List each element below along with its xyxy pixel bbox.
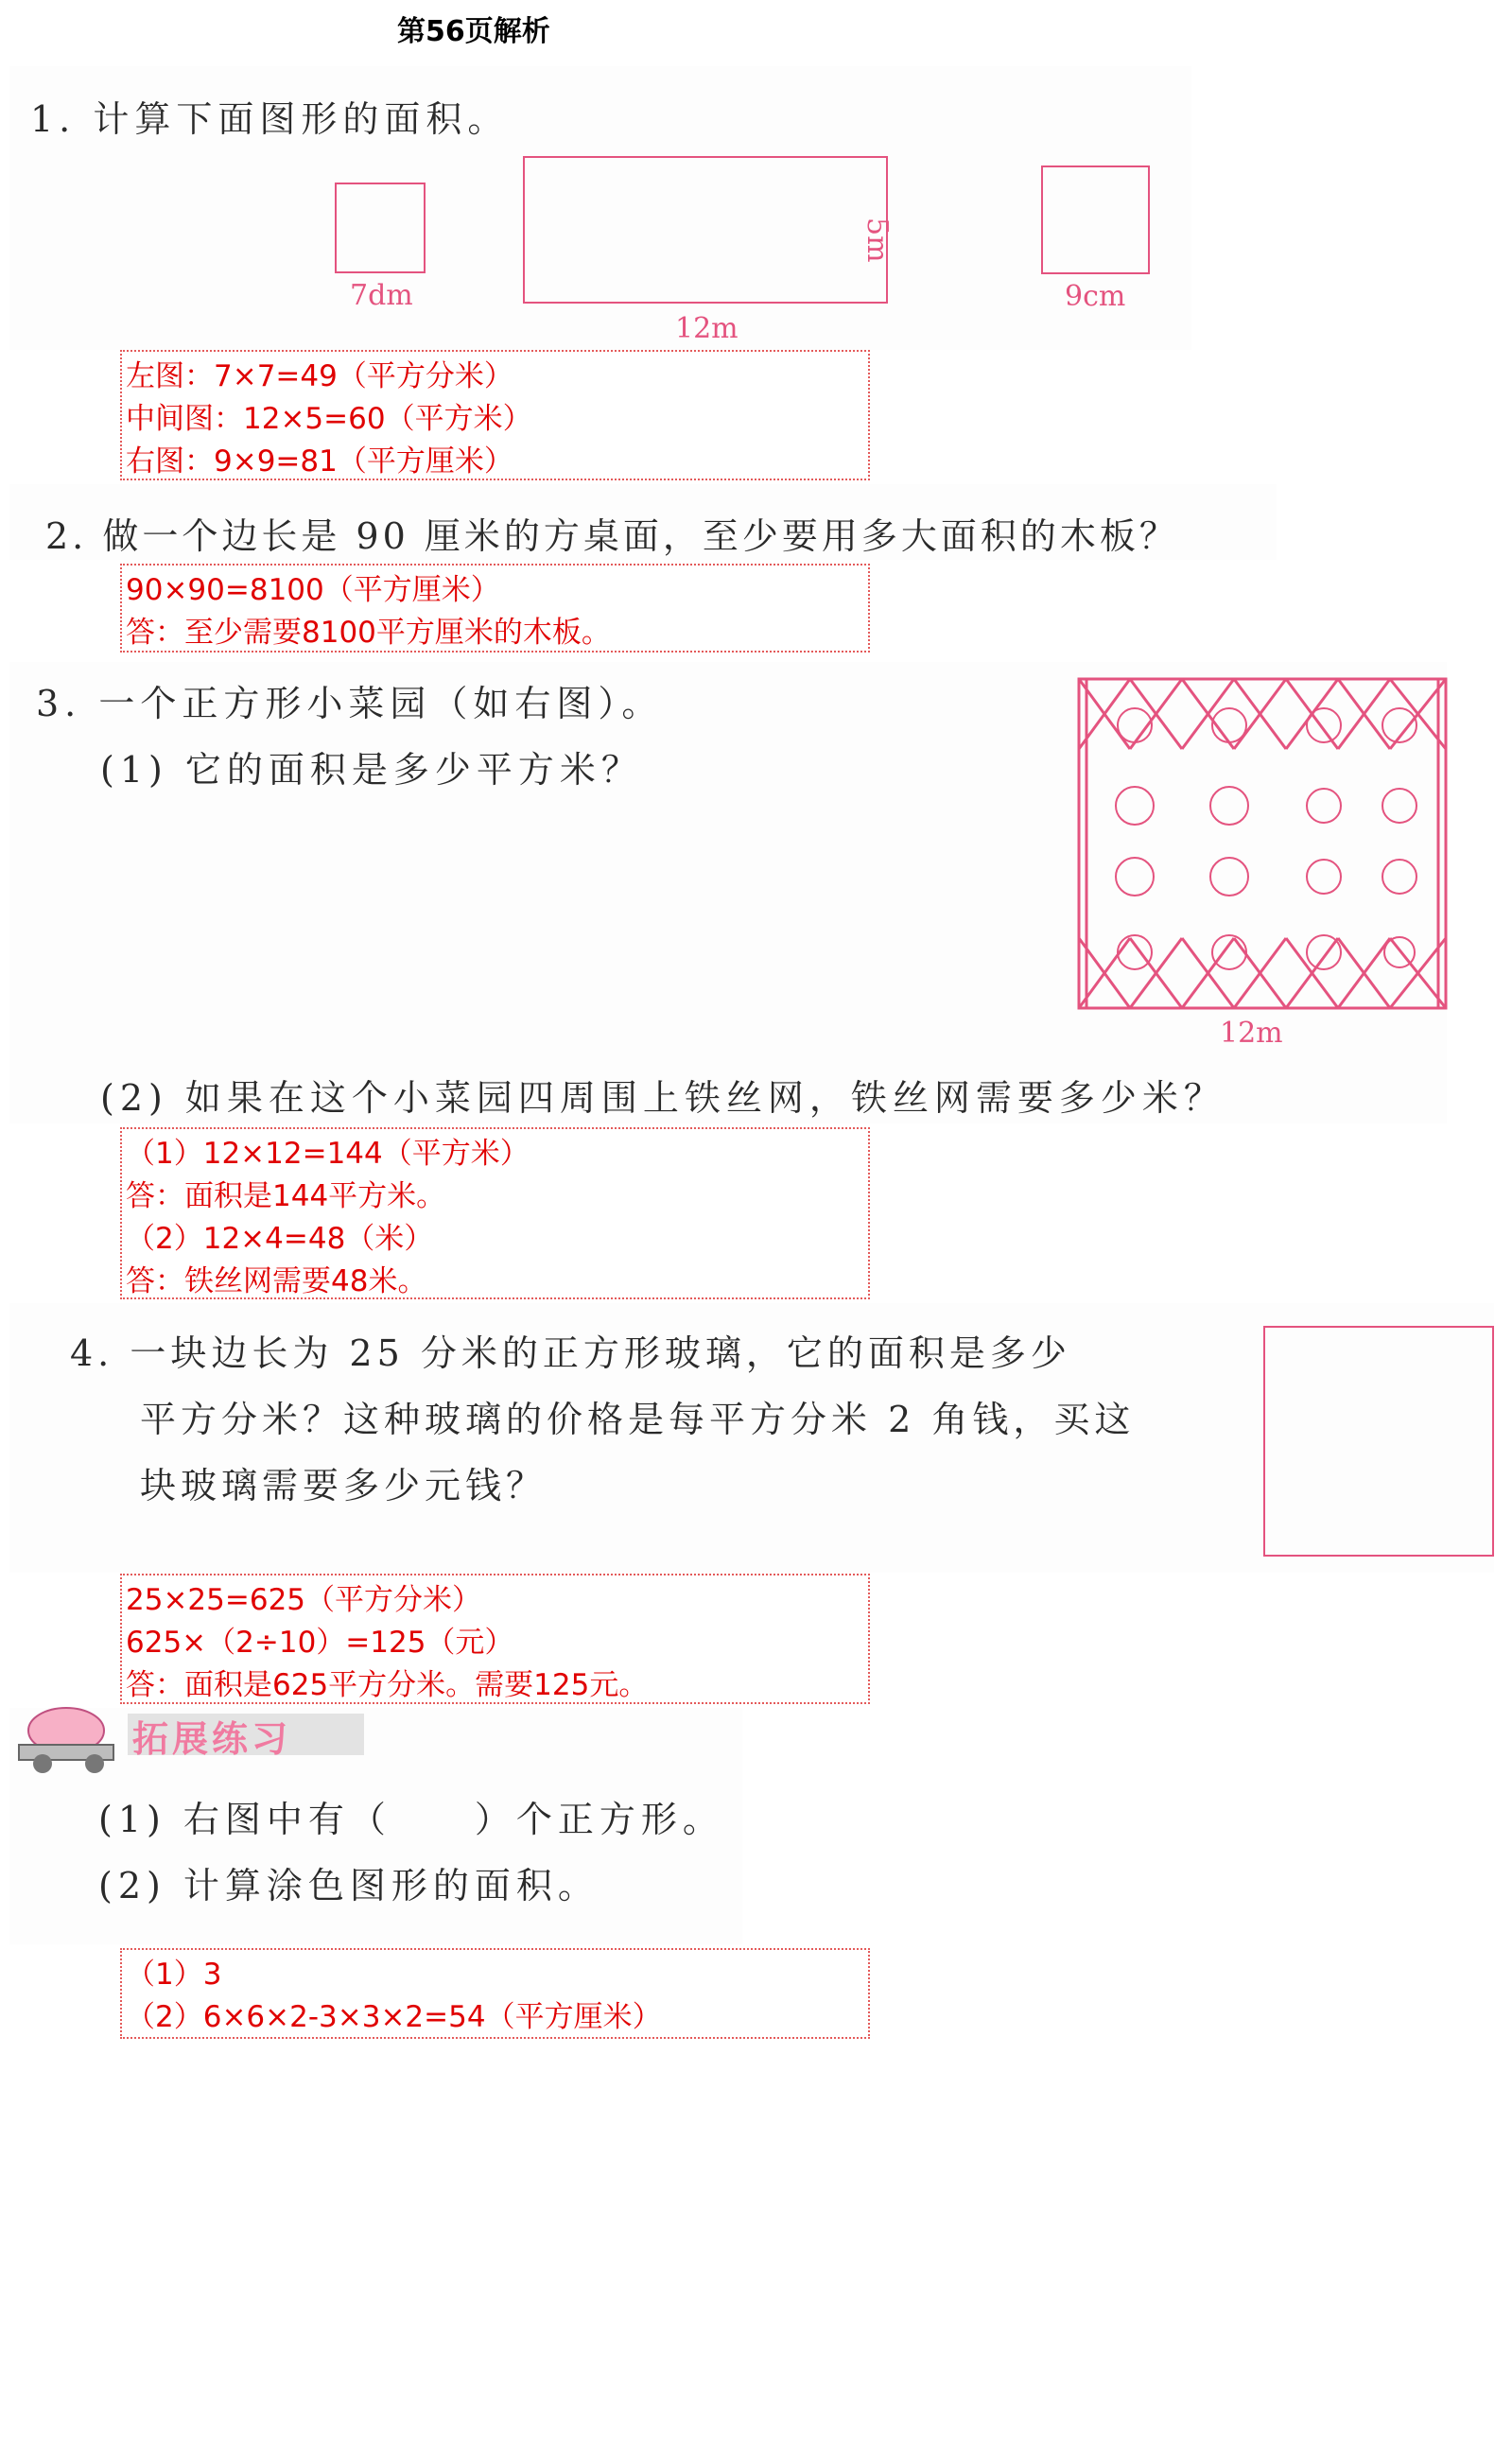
answer-line: 答：至少需要8100平方厘米的木板。: [126, 616, 611, 650]
q3-figure-label: 12m: [1220, 1017, 1283, 1050]
q1-middle-rectangle: [523, 156, 888, 304]
answer-line: 90×90=8100（平方厘米）: [126, 573, 500, 607]
answer-line: 中间图：12×5=60（平方米）: [126, 402, 532, 436]
answer-line: 625×（2÷10）=125（元）: [126, 1626, 514, 1660]
q1-left-square: [335, 183, 426, 273]
extension-part2: (2) 计算涂色图形的面积。: [98, 1865, 600, 1906]
q2-text: 2. 做一个边长是 90 厘米的方桌面，至少要用多大面积的木板？: [45, 515, 1179, 557]
answer-line: 答：面积是144平方米。: [126, 1179, 446, 1213]
q1-middle-width-label: 12m: [675, 312, 739, 345]
answer-line: （1）12×12=144（平方米）: [126, 1137, 530, 1171]
extension-answer-box: [120, 1948, 870, 2039]
q4-line3: 块玻璃需要多少元钱？: [140, 1465, 547, 1506]
q3-part2: (2) 如果在这个小菜园四周围上铁丝网，铁丝网需要多少米？: [100, 1077, 1225, 1119]
answer-line: 答：铁丝网需要48米。: [126, 1264, 427, 1298]
q1-answer-box: [120, 350, 870, 480]
truck-icon: [9, 1702, 123, 1778]
q4-line1: 4. 一块边长为 25 分米的正方形玻璃，它的面积是多少: [70, 1332, 1071, 1374]
q1-left-label: 7dm: [350, 279, 413, 312]
answer-line: （1）3: [126, 1958, 222, 1992]
q1-right-square: [1041, 165, 1150, 274]
q3-part1: (1) 它的面积是多少平方米？: [100, 749, 643, 791]
vegetable-garden-figure: [1073, 673, 1451, 1014]
q4-answer-box: [120, 1574, 870, 1704]
answer-line: （2）6×6×2-3×3×2=54（平方厘米）: [126, 2000, 662, 2034]
answer-line: （2）12×4=48（米）: [126, 1222, 434, 1256]
answer-line: 右图：9×9=81（平方厘米）: [126, 444, 513, 479]
q4-glass-square: [1263, 1326, 1494, 1557]
answer-line: 答：面积是625平方分米。需要125元。: [126, 1668, 649, 1702]
q3-text: 3. 一个正方形小菜园（如右图）。: [36, 683, 664, 724]
q1-middle-height-label: 5m: [860, 218, 894, 263]
q2-answer-box: [120, 564, 870, 653]
answer-line: 左图：7×7=49（平方分米）: [126, 359, 513, 393]
q4-line2: 平方分米？这种玻璃的价格是每平方分米 2 角钱，买这: [140, 1399, 1136, 1440]
q1-text: 1. 计算下面图形的面积。: [30, 98, 510, 140]
answer-line: 25×25=625（平方分米）: [126, 1583, 482, 1617]
extension-part1: (1) 右图中有（ ）个正方形。: [98, 1799, 724, 1840]
page-title: 第56页解析: [397, 15, 550, 48]
extension-title: 拓展练习: [132, 1718, 292, 1760]
q1-right-label: 9cm: [1065, 280, 1126, 313]
q3-answer-box: [120, 1127, 870, 1299]
